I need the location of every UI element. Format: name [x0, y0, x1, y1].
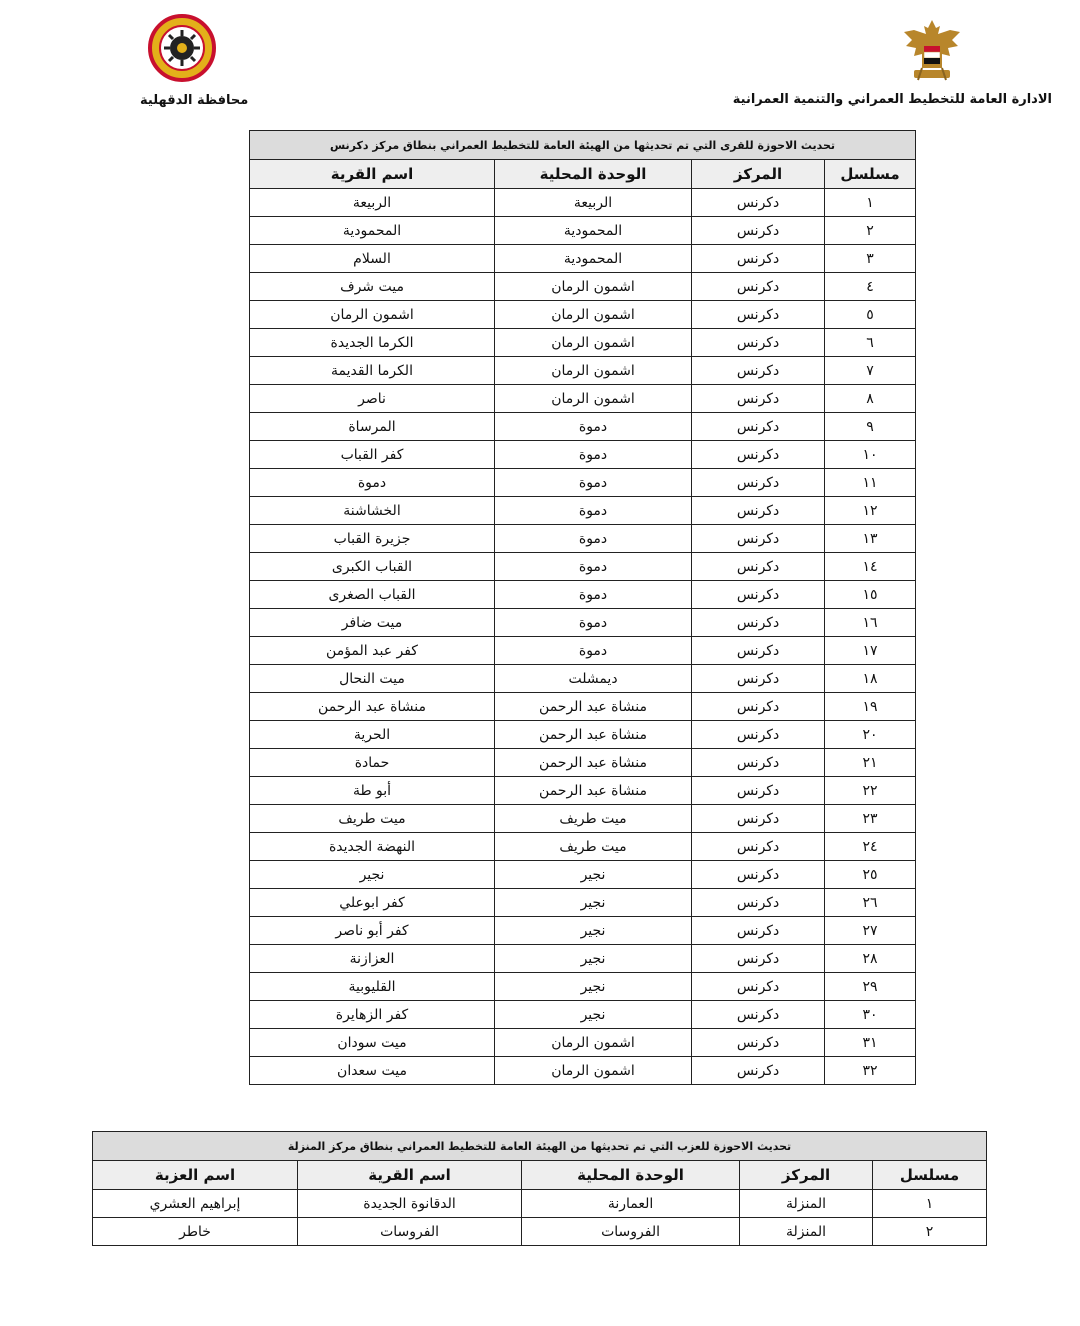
table-row [93, 1190, 987, 1218]
local-unit-cell: اشمون الرمان [495, 301, 692, 329]
hamlets-table-body [93, 1190, 987, 1246]
serial-cell: ١٧ [825, 637, 916, 665]
column-header-local-unit: الوحدة المحلية [522, 1161, 740, 1190]
village-name-cell: المحمودية [250, 217, 495, 245]
table-row [250, 805, 916, 833]
village-name-cell: كفر عبد المؤمن [250, 637, 495, 665]
center-cell: دكرنس [692, 301, 825, 329]
local-unit-cell: ميت طريف [495, 833, 692, 861]
villages-table-header-row [250, 160, 916, 189]
egypt-eagle-emblem-icon [900, 16, 964, 86]
village-name-cell: اشمون الرمان [250, 301, 495, 329]
local-unit-cell: نجير [495, 917, 692, 945]
center-cell: دكرنس [692, 245, 825, 273]
local-unit-cell: ميت طريف [495, 805, 692, 833]
local-unit-cell: المحمودية [495, 217, 692, 245]
serial-cell: ٢ [873, 1218, 987, 1246]
serial-cell: ٢٩ [825, 973, 916, 1001]
column-header-center: المركز [692, 160, 825, 189]
village-name-cell: ميت سعدان [250, 1057, 495, 1085]
table-row [250, 441, 916, 469]
serial-cell: ١٥ [825, 581, 916, 609]
local-unit-cell: الربيعة [495, 189, 692, 217]
table-row [250, 497, 916, 525]
village-name-cell: كفر ابوعلي [250, 889, 495, 917]
serial-cell: ٣٢ [825, 1057, 916, 1085]
center-cell: دكرنس [692, 945, 825, 973]
center-cell: دكرنس [692, 553, 825, 581]
table-row [250, 469, 916, 497]
villages-table [249, 130, 916, 1085]
column-header-hamlet-name: اسم العزبة [93, 1161, 298, 1190]
village-name-cell: الكرما الجديدة [250, 329, 495, 357]
serial-cell: ٣ [825, 245, 916, 273]
local-unit-cell: دموة [495, 553, 692, 581]
local-unit-cell: دموة [495, 637, 692, 665]
village-name-cell: القباب الصغرى [250, 581, 495, 609]
organization-name: الادارة العامة للتخطيط العمراني والتنمية العمرانية [732, 92, 1052, 107]
local-unit-cell: اشمون الرمان [495, 273, 692, 301]
center-cell: المنزلة [740, 1218, 873, 1246]
column-header-local-unit: الوحدة المحلية [495, 160, 692, 189]
local-unit-cell: اشمون الرمان [495, 1029, 692, 1057]
village-name-cell: ميت النحال [250, 665, 495, 693]
local-unit-cell: دموة [495, 413, 692, 441]
serial-cell: ٤ [825, 273, 916, 301]
serial-cell: ٧ [825, 357, 916, 385]
local-unit-cell: منشاة عبد الرحمن [495, 749, 692, 777]
table-row [250, 1001, 916, 1029]
local-unit-cell: اشمون الرمان [495, 385, 692, 413]
center-cell: دكرنس [692, 357, 825, 385]
center-cell: المنزلة [740, 1190, 873, 1218]
local-unit-cell: دموة [495, 497, 692, 525]
table-row [250, 777, 916, 805]
village-name-cell: ميت ضافر [250, 609, 495, 637]
village-name-cell: الكرما القديمة [250, 357, 495, 385]
serial-cell: ٢٧ [825, 917, 916, 945]
village-name-cell: جزيرة القباب [250, 525, 495, 553]
center-cell: دكرنس [692, 441, 825, 469]
local-unit-cell: ديمشلت [495, 665, 692, 693]
center-cell: دكرنس [692, 833, 825, 861]
local-unit-cell: نجير [495, 1001, 692, 1029]
table-row [250, 1029, 916, 1057]
village-name-cell: الفروسات [298, 1218, 522, 1246]
village-name-cell: القليوبية [250, 973, 495, 1001]
center-cell: دكرنس [692, 805, 825, 833]
local-unit-cell: اشمون الرمان [495, 1057, 692, 1085]
center-cell: دكرنس [692, 777, 825, 805]
center-cell: دكرنس [692, 217, 825, 245]
table-row [250, 749, 916, 777]
table-row [250, 917, 916, 945]
serial-cell: ٦ [825, 329, 916, 357]
local-unit-cell: نجير [495, 861, 692, 889]
center-cell: دكرنس [692, 525, 825, 553]
village-name-cell: الربيعة [250, 189, 495, 217]
governorate-name: محافظة الدقهلية [140, 93, 249, 108]
local-unit-cell: دموة [495, 581, 692, 609]
table-row [250, 1057, 916, 1085]
local-unit-cell: العمارنة [522, 1190, 740, 1218]
table-row [250, 889, 916, 917]
serial-cell: ١٦ [825, 609, 916, 637]
center-cell: دكرنس [692, 413, 825, 441]
hamlets-table-title: تحديث الاحوزة للعزب التي تم تحديثها من الهيئة العامة للتخطيط العمراني بنطاق مركز المنزلة [93, 1132, 987, 1161]
center-cell: دكرنس [692, 665, 825, 693]
serial-cell: ٢٨ [825, 945, 916, 973]
village-name-cell: حمادة [250, 749, 495, 777]
village-name-cell: العزازنة [250, 945, 495, 973]
village-name-cell: ميت طريف [250, 805, 495, 833]
center-cell: دكرنس [692, 1057, 825, 1085]
table-row [250, 329, 916, 357]
village-name-cell: ميت شرف [250, 273, 495, 301]
hamlet-name-cell: إبراهيم العشري [93, 1190, 298, 1218]
local-unit-cell: دموة [495, 525, 692, 553]
village-name-cell: ناصر [250, 385, 495, 413]
village-name-cell: الحرية [250, 721, 495, 749]
local-unit-cell: نجير [495, 945, 692, 973]
serial-cell: ٢٠ [825, 721, 916, 749]
village-name-cell: كفر القباب [250, 441, 495, 469]
local-unit-cell: المحمودية [495, 245, 692, 273]
center-cell: دكرنس [692, 329, 825, 357]
center-cell: دكرنس [692, 721, 825, 749]
table-row [250, 637, 916, 665]
village-name-cell: المرساة [250, 413, 495, 441]
table-row [250, 945, 916, 973]
village-name-cell: أبو طة [250, 777, 495, 805]
serial-cell: ٢٤ [825, 833, 916, 861]
center-cell: دكرنس [692, 189, 825, 217]
table-row [250, 973, 916, 1001]
table-row [250, 721, 916, 749]
dakahlia-governorate-seal-icon [148, 14, 216, 82]
serial-cell: ١ [825, 189, 916, 217]
local-unit-cell: نجير [495, 973, 692, 1001]
table-row [93, 1218, 987, 1246]
village-name-cell: القباب الكبرى [250, 553, 495, 581]
center-cell: دكرنس [692, 749, 825, 777]
village-name-cell: النهضة الجديدة [250, 833, 495, 861]
village-name-cell: ميت سودان [250, 1029, 495, 1057]
village-name-cell: منشاة عبد الرحمن [250, 693, 495, 721]
serial-cell: ١٩ [825, 693, 916, 721]
serial-cell: ١٢ [825, 497, 916, 525]
serial-cell: ٢١ [825, 749, 916, 777]
serial-cell: ٢٢ [825, 777, 916, 805]
table-row [250, 553, 916, 581]
center-cell: دكرنس [692, 273, 825, 301]
center-cell: دكرنس [692, 917, 825, 945]
hamlets-table-header-row [93, 1161, 987, 1190]
local-unit-cell: نجير [495, 889, 692, 917]
village-name-cell: كفر أبو ناصر [250, 917, 495, 945]
serial-cell: ٣١ [825, 1029, 916, 1057]
column-header-center: المركز [740, 1161, 873, 1190]
serial-cell: ٩ [825, 413, 916, 441]
table-row [250, 273, 916, 301]
table-row [250, 693, 916, 721]
center-cell: دكرنس [692, 385, 825, 413]
serial-cell: ١٤ [825, 553, 916, 581]
village-name-cell: نجير [250, 861, 495, 889]
serial-cell: ١٠ [825, 441, 916, 469]
center-cell: دكرنس [692, 889, 825, 917]
column-header-village-name: اسم القرية [250, 160, 495, 189]
local-unit-cell: دموة [495, 609, 692, 637]
table-row [250, 217, 916, 245]
hamlets-table [92, 1131, 987, 1246]
center-cell: دكرنس [692, 861, 825, 889]
center-cell: دكرنس [692, 1029, 825, 1057]
local-unit-cell: منشاة عبد الرحمن [495, 693, 692, 721]
table-row [250, 301, 916, 329]
village-name-cell: الدقانوة الجديدة [298, 1190, 522, 1218]
local-unit-cell: منشاة عبد الرحمن [495, 777, 692, 805]
table-row [250, 413, 916, 441]
center-cell: دكرنس [692, 609, 825, 637]
table-row [250, 189, 916, 217]
villages-table-body [250, 189, 916, 1085]
table-row [250, 665, 916, 693]
table-row [250, 357, 916, 385]
local-unit-cell: دموة [495, 469, 692, 497]
local-unit-cell: اشمون الرمان [495, 329, 692, 357]
serial-cell: ٢ [825, 217, 916, 245]
center-cell: دكرنس [692, 469, 825, 497]
table-row [250, 245, 916, 273]
village-name-cell: دموة [250, 469, 495, 497]
center-cell: دكرنس [692, 693, 825, 721]
villages-table-title: تحديث الاحوزة للقرى التي تم تحديثها من الهيئة العامة للتخطيط العمراني بنطاق مركز دكرنس [250, 131, 916, 160]
table-row [250, 833, 916, 861]
serial-cell: ١٣ [825, 525, 916, 553]
local-unit-cell: الفروسات [522, 1218, 740, 1246]
center-cell: دكرنس [692, 973, 825, 1001]
serial-cell: ٢٣ [825, 805, 916, 833]
column-header-serial: مسلسل [873, 1161, 987, 1190]
village-name-cell: كفر الزهايرة [250, 1001, 495, 1029]
column-header-village-name: اسم القرية [298, 1161, 522, 1190]
table-row [250, 861, 916, 889]
column-header-serial: مسلسل [825, 160, 916, 189]
hamlet-name-cell: خاطر [93, 1218, 298, 1246]
serial-cell: ٣٠ [825, 1001, 916, 1029]
serial-cell: ١ [873, 1190, 987, 1218]
village-name-cell: الخشاشنة [250, 497, 495, 525]
local-unit-cell: منشاة عبد الرحمن [495, 721, 692, 749]
center-cell: دكرنس [692, 581, 825, 609]
serial-cell: ٢٥ [825, 861, 916, 889]
table-row [250, 385, 916, 413]
table-row [250, 525, 916, 553]
village-name-cell: السلام [250, 245, 495, 273]
local-unit-cell: دموة [495, 441, 692, 469]
serial-cell: ٥ [825, 301, 916, 329]
serial-cell: ١٨ [825, 665, 916, 693]
center-cell: دكرنس [692, 1001, 825, 1029]
center-cell: دكرنس [692, 637, 825, 665]
center-cell: دكرنس [692, 497, 825, 525]
serial-cell: ٨ [825, 385, 916, 413]
serial-cell: ١١ [825, 469, 916, 497]
table-row [250, 581, 916, 609]
local-unit-cell: اشمون الرمان [495, 357, 692, 385]
table-row [250, 609, 916, 637]
serial-cell: ٢٦ [825, 889, 916, 917]
